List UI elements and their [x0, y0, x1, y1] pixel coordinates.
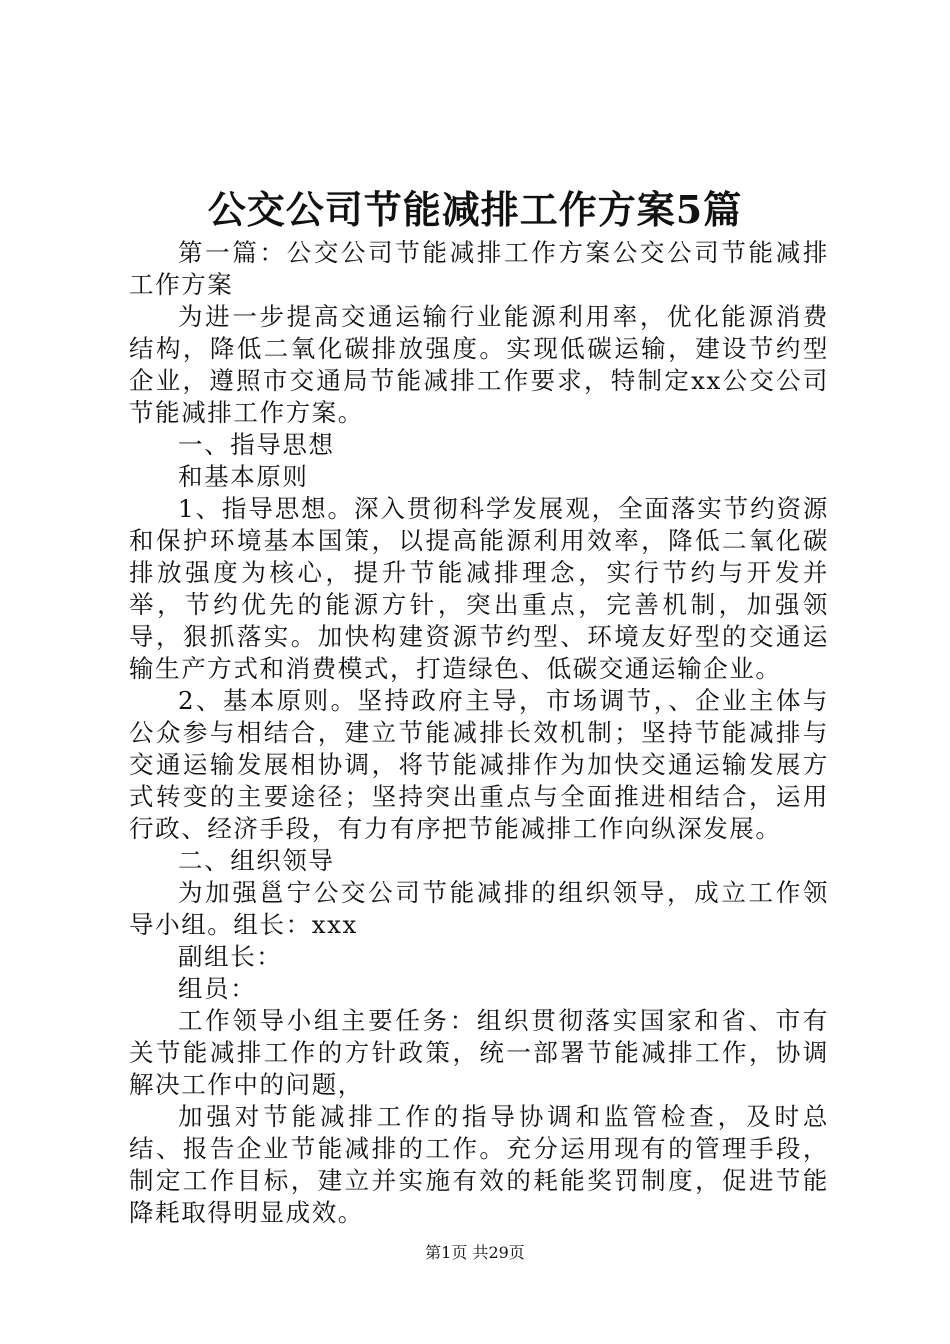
paragraph-guiding-ideology: 1、指导思想。深入贯彻科学发展观，全面落实节约资源和保护环境基本国策，以提高能源利用效率，降低二氧化碳排放强度为核心，提升节能减排理念，实行节约与开发并举，节约优先的能源方针，突出重点，完善机制，加强领导，狠抓落实。加快构建资源节约型、环境友好型的交通运输生产方式和消费模式，打造绿色、低碳交通运输企业。: [129, 494, 829, 683]
section-heading-organization: 二、组织领导: [178, 846, 335, 875]
section-heading-guiding-ideology: 一、指导思想: [178, 430, 335, 459]
paragraph-members: 组员：: [178, 974, 257, 1003]
section-heading-basic-principles: 和基本原则: [178, 462, 309, 491]
paragraph-chapter-heading: 第一篇：公交公司节能减排工作方案公交公司节能减排工作方案: [129, 238, 829, 299]
paragraph-intro: 为进一步提高交通运输行业能源利用率，优化能源消费结构，降低二氧化碳排放强度。实现低碳运输，建设节约型企业，遵照市交通局节能减排工作要求，特制定xx公交公司节能减排工作方案。: [129, 302, 829, 427]
paragraph-main-tasks: 工作领导小组主要任务：组织贯彻落实国家和省、市有关节能减排工作的方针政策，统一部署节能减排工作，协调解决工作中的问题，: [129, 1006, 829, 1099]
page-number-footer: 第1页 共29页: [425, 1243, 525, 1262]
paragraph-basic-principles: 2、基本原则。坚持政府主导，市场调节，、企业主体与公众参与相结合，建立节能减排长效机制；坚持节能减排与交通运输发展相协调，将节能减排作为加快交通运输发展方式转变的主要途径；坚持突出重点与全面推进相结合，运用行政、经济手段，有力有序把节能减排工作向纵深发展。: [129, 686, 829, 843]
paragraph-strengthen-guidance: 加强对节能减排工作的指导协调和监管检查，及时总结、报告企业节能减排的工作。充分运用现有的管理手段，制定工作目标，建立并实施有效的耗能奖罚制度，促进节能降耗取得明显成效。: [129, 1102, 829, 1227]
document-title: 公交公司节能减排工作方案5篇: [207, 187, 743, 232]
paragraph-leadership-group: 为加强邕宁公交公司节能减排的组织领导，成立工作领导小组。组长：xxx: [129, 878, 829, 939]
paragraph-deputy-leader: 副组长：: [178, 942, 283, 971]
document-body: [129, 237, 829, 1229]
